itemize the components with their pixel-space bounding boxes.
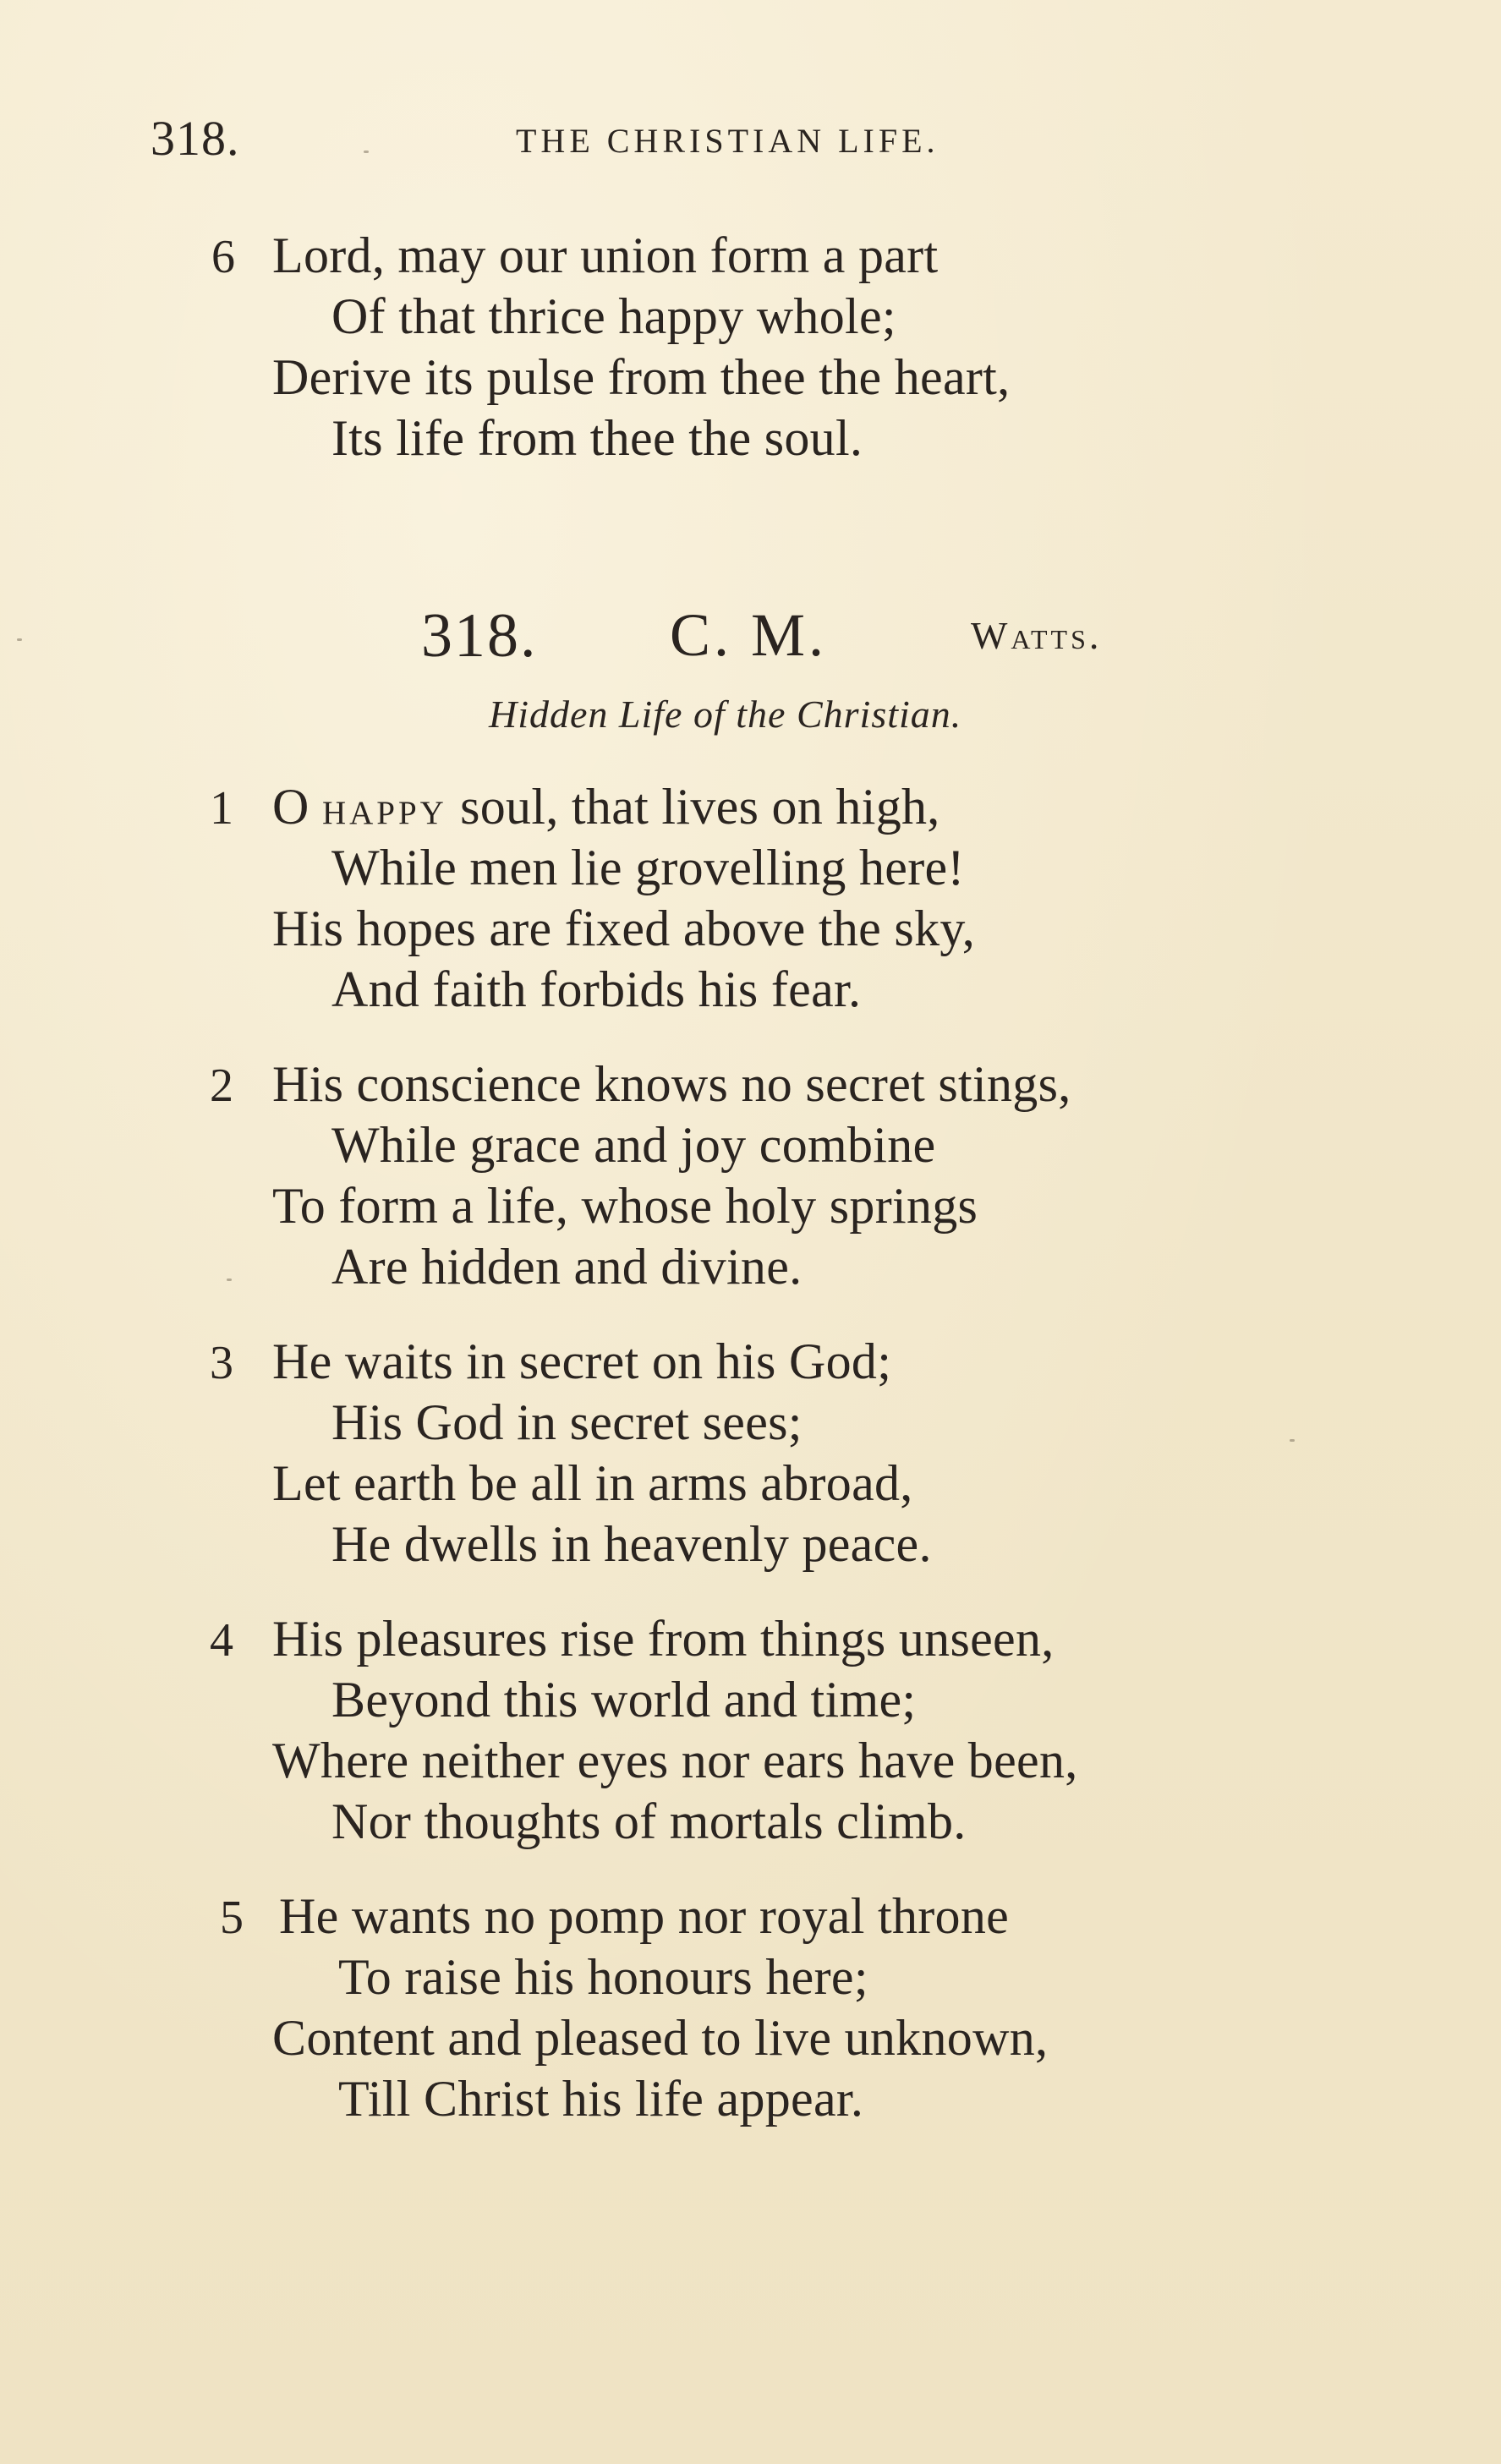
hymn-number: 318. bbox=[421, 601, 538, 671]
verse-line: His conscience knows no secret stings, bbox=[272, 1056, 1071, 1112]
verse-line: Lord, may our union form a part bbox=[272, 227, 939, 283]
verse-line: To form a life, whose holy springs bbox=[272, 1178, 978, 1234]
paper-speck bbox=[227, 1279, 232, 1281]
stanza-number: 2 bbox=[210, 1060, 233, 1112]
hymn-author: Watts. bbox=[971, 614, 1103, 657]
verse-line: While grace and joy combine bbox=[331, 1117, 936, 1173]
verse-line: Till Christ his life appear. bbox=[338, 2071, 864, 2127]
stanza-number: 1 bbox=[210, 782, 233, 835]
paper-speck bbox=[364, 151, 369, 153]
verse-line: He dwells in heavenly peace. bbox=[331, 1516, 932, 1572]
verse-line-rest: soul, that lives on high, bbox=[446, 779, 940, 835]
stanza-number: 6 bbox=[211, 231, 235, 283]
verse-line-first bbox=[272, 778, 940, 836]
hymn-subtitle: Hidden Life of the Christian. bbox=[489, 693, 962, 736]
verse-line: Beyond this world and time; bbox=[331, 1672, 917, 1728]
stanza-number: 4 bbox=[210, 1614, 233, 1667]
verse-line: While men lie grovelling here! bbox=[331, 840, 965, 895]
running-title: THE CHRISTIAN LIFE. bbox=[516, 122, 939, 160]
verse-line: His pleasures rise from things unseen, bbox=[272, 1611, 1055, 1667]
verse-line: Where neither eyes nor ears have been, bbox=[272, 1733, 1078, 1788]
verse-line: To raise his honours here; bbox=[338, 1949, 868, 2005]
stanza-number: 5 bbox=[220, 1892, 244, 1944]
verse-line: His hopes are fixed above the sky, bbox=[272, 901, 976, 956]
verse-line: And faith forbids his fear. bbox=[331, 961, 862, 1017]
verse-line: Nor thoughts of mortals climb. bbox=[331, 1793, 967, 1849]
paper-speck bbox=[17, 638, 22, 641]
verse-line: Content and pleased to live unknown, bbox=[272, 2010, 1049, 2066]
verse-line: Let earth be all in arms abroad, bbox=[272, 1455, 913, 1511]
verse-line: Derive its pulse from thee the heart, bbox=[272, 349, 1011, 405]
verse-line: Of that thrice happy whole; bbox=[331, 288, 896, 344]
verse-line: His God in secret sees; bbox=[331, 1394, 803, 1450]
verse-line: He wants no pomp nor royal throne bbox=[279, 1888, 1010, 1944]
verse-first-word: O bbox=[272, 779, 322, 835]
paper-speck bbox=[1290, 1439, 1295, 1442]
verse-line: Its life from thee the soul. bbox=[331, 410, 863, 466]
page-number: 318. bbox=[151, 111, 240, 166]
verse-small-caps: happy bbox=[321, 782, 447, 835]
verse-line: He waits in secret on his God; bbox=[272, 1333, 892, 1389]
verse-line: Are hidden and divine. bbox=[331, 1239, 803, 1295]
hymn-meter: C. M. bbox=[670, 601, 828, 669]
stanza-number: 3 bbox=[210, 1337, 233, 1389]
